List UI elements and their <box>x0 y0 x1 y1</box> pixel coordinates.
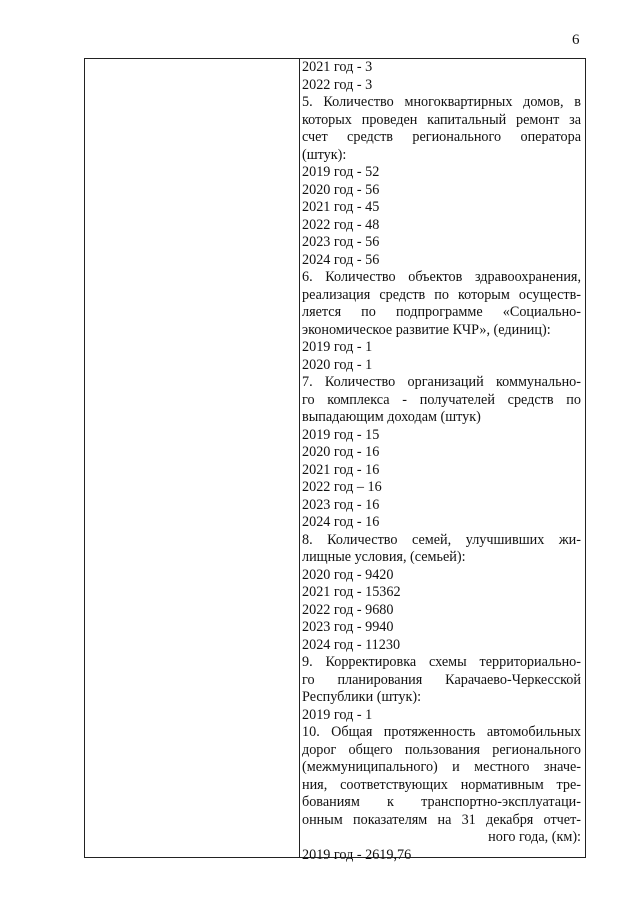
text-line: 10. Общая протяженность автомобильных <box>302 724 581 740</box>
text-line: счет средств регионального оператора <box>302 129 581 145</box>
text-line: 7. Количество организаций коммунально- <box>302 374 581 390</box>
text-line: лищные условия, (семьей): <box>302 549 466 565</box>
text-line: ния, соответствующих нормативным тре- <box>302 776 581 793</box>
text-line: (штук): <box>302 146 347 163</box>
text-line: экономическое развитие КЧР», (единиц): <box>302 321 551 338</box>
text-line: го планирования Карачаево-Черкесской <box>302 671 581 688</box>
text-line: (межмуниципального) и местного значе- <box>302 759 581 775</box>
text-line: 2019 год - 52 <box>302 164 380 180</box>
text-line: бованиям к транспортно-эксплуатаци- <box>302 794 581 810</box>
text-line: 8. Количество семей, улучшивших жи- <box>302 531 581 548</box>
text-line: реализация средств по которым осуществ- <box>302 286 581 303</box>
text-line: 2019 год - 1 <box>302 706 373 723</box>
text-line: 2022 год - 48 <box>302 216 380 233</box>
text-line: 2022 год - 9680 <box>302 601 394 618</box>
text-line: 2021 год - 3 <box>302 59 373 75</box>
text-line: 2021 год - 16 <box>302 461 380 478</box>
text-line: 2021 год - 45 <box>302 199 380 215</box>
text-line: Республики (штук): <box>302 689 422 705</box>
text-line: 2023 год - 56 <box>302 234 380 250</box>
text-line: 6. Количество объектов здравоохранения, <box>302 269 581 285</box>
text-line: 2022 год - 3 <box>302 76 373 93</box>
text-line: 2023 год - 9940 <box>302 619 394 635</box>
text-line: ного года, (км): <box>488 829 581 845</box>
text-line: дорог общего пользования регионального <box>302 741 581 758</box>
text-line: 2020 год - 16 <box>302 444 380 460</box>
text-line: 2023 год - 16 <box>302 496 380 513</box>
text-line: 2021 год - 15362 <box>302 584 401 600</box>
text-line: выпадающим доходам (штук) <box>302 409 481 425</box>
text-line: 2019 год - 2619,76 <box>302 846 412 863</box>
text-line: 9. Корректировка схемы территориально- <box>302 654 581 670</box>
text-line: го комплекса - получателей средств по <box>302 391 581 408</box>
text-line: 2019 год - 1 <box>302 339 373 355</box>
text-line: ляется по подпрограмме «Социально- <box>302 304 581 320</box>
text-line: которых проведен капитальный ремонт за <box>302 111 581 128</box>
table-right-column <box>300 59 585 863</box>
text-line: 5. Количество многоквартирных домов, в <box>302 94 581 110</box>
text-line: 2024 год - 56 <box>302 251 380 268</box>
text-line: 2024 год - 16 <box>302 514 380 530</box>
table-left-column <box>85 59 300 857</box>
document-table <box>84 58 586 863</box>
page-number: 6 <box>572 32 580 48</box>
text-line: онным показателям на 31 декабря отчет- <box>302 811 581 828</box>
text-line: 2022 год – 16 <box>302 479 382 495</box>
text-line: 2024 год - 11230 <box>302 636 401 653</box>
text-line: 2020 год - 56 <box>302 181 380 198</box>
text-line: 2020 год - 1 <box>302 356 373 373</box>
text-line: 2019 год - 15 <box>302 426 380 443</box>
text-line: 2020 год - 9420 <box>302 566 394 583</box>
